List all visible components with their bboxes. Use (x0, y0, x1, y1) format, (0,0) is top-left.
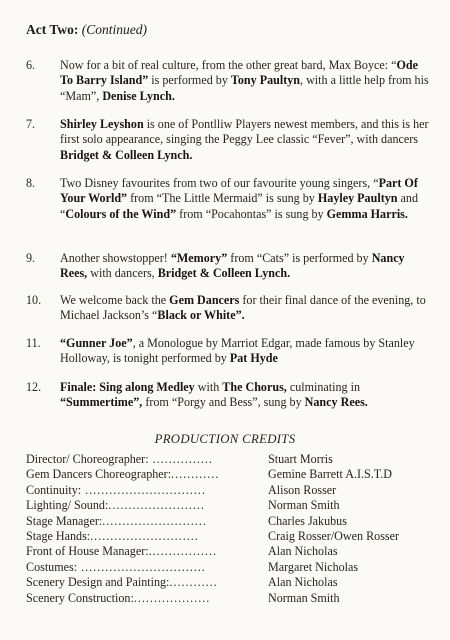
credit-name: Norman Smith (268, 498, 340, 513)
credit-role: Gem Dancers Choreographer: (26, 467, 172, 482)
credit-name: Norman Smith (268, 590, 340, 605)
section-heading (26, 22, 147, 38)
credit-name: Alan Nicholas (268, 544, 338, 559)
credit-role: Front of House Manager: (26, 544, 149, 559)
credit-name: Charles Jakubus (268, 513, 347, 528)
performer-name: Denise Lynch. (102, 88, 175, 103)
song-title: “Summertime”, (60, 395, 143, 410)
credit-role: Costumes: (26, 559, 78, 574)
credit-role: Stage Manager: (26, 513, 103, 528)
song-title: Ode To Barry Island” (60, 58, 418, 88)
performer-name: Nancy Rees, (60, 251, 405, 281)
credit-name: Gemine Barrett A.I.S.T.D (268, 467, 393, 482)
text-run: is one of Pontlliw Players newest members, and this is her first solo appearance, singing the Peggy Lee classic “Fever”, with dancers (60, 117, 429, 147)
credit-name: Alison Rosser (268, 482, 337, 497)
credit-row (26, 498, 436, 513)
text-run: with dancers, (87, 266, 158, 281)
item-text (60, 251, 432, 282)
act-title: Act Two: (26, 22, 79, 37)
song-title: Part Of Your World” (60, 176, 418, 206)
song-title: Finale: Sing along Medley (60, 380, 195, 394)
text-run: , with a little help from his “Mam”, (60, 73, 429, 103)
song-title: “Memory” (170, 251, 228, 265)
item-number: 6. (26, 58, 36, 72)
item-text (60, 380, 432, 411)
song-title: “Gunner Joe” (60, 336, 133, 350)
text-run: with (194, 380, 223, 394)
text-run: , a Monologue by Marriot Edgar, made famous by Stanley Holloway, is tonight performed by (60, 336, 415, 366)
leader-dots: ........................... (90, 528, 199, 543)
continued-label: (Continued) (81, 22, 147, 37)
credit-row (26, 514, 436, 529)
text-run: Now for a bit of real culture, from the other great bard, Max Boyce: “ (60, 58, 397, 72)
performer-name: Tony Paultyn (230, 73, 301, 88)
credit-role: Stage Hands: (26, 528, 91, 543)
text-run: culminating in (286, 380, 361, 394)
leader-dots: .......................... (102, 513, 207, 528)
credit-role: Director/ Choreographer: (26, 452, 149, 466)
text-run: from “Porgy and Bess”, sung by (142, 395, 305, 410)
performer-name: Hayley Paultyn (317, 191, 398, 206)
text-run: and “ (60, 191, 418, 221)
item-text (60, 117, 432, 163)
credit-name: Craig Rosser/Owen Rosser (268, 528, 399, 543)
leader-dots: .............................. (81, 482, 206, 497)
performer-name: The Chorus, (222, 380, 287, 394)
performer-name: Pat Hyde (229, 351, 278, 366)
song-title: Colours of the Wind” (65, 206, 177, 221)
credit-row (26, 467, 436, 482)
item-number: 11. (26, 336, 41, 350)
item-text (60, 336, 432, 367)
credit-role: Continuity: (26, 482, 82, 497)
leader-dots: ................... (133, 590, 211, 605)
performer-name: Nancy Rees. (304, 395, 368, 410)
credit-row (26, 452, 436, 467)
credit-row (26, 483, 436, 498)
item-number: 10. (26, 293, 42, 307)
credit-row (26, 529, 436, 544)
text-run: is performed by (148, 73, 231, 88)
item-text (60, 176, 432, 222)
leader-dots: ............ (171, 467, 220, 482)
credit-role: Scenery Construction: (26, 590, 134, 605)
credit-name: Stuart Morris (268, 452, 333, 466)
leader-dots: ............... (148, 452, 213, 466)
credit-name: Margaret Nicholas (268, 559, 359, 574)
credit-row (26, 544, 436, 559)
credits-title: PRODUCTION CREDITS (154, 432, 296, 446)
performer-name: Bridget & Colleen Lynch. (60, 147, 193, 162)
leader-dots: ............ (169, 575, 218, 590)
text-run: Two Disney favourites from two of our favourite young singers, “ (60, 176, 379, 190)
item-number: 12. (26, 380, 42, 394)
credits-list (26, 452, 436, 606)
item-number: 8. (26, 176, 36, 190)
credit-row (26, 560, 436, 575)
leader-dots: ............................... (77, 559, 206, 574)
item-text (60, 293, 432, 324)
credit-row (26, 591, 436, 606)
text-run: from “Cats” is performed by (227, 251, 372, 265)
item-text (60, 58, 432, 104)
song-title: Black or White”. (157, 308, 245, 323)
performer-name: Shirley Leyshon (60, 117, 144, 131)
text-run: from “Pocahontas” is sung by (176, 206, 327, 221)
text-run: We welcome back the (60, 293, 170, 307)
text-run: for their final dance of the evening, to Michael Jackson’s “ (60, 293, 426, 323)
item-number: 7. (26, 117, 36, 131)
credit-row (26, 575, 436, 590)
performer-name: Gemma Harris. (326, 206, 408, 221)
performer-name: Bridget & Colleen Lynch. (157, 266, 291, 281)
leader-dots: ........................ (108, 498, 205, 513)
credit-name: Alan Nicholas (268, 575, 338, 590)
credit-role: Lighting/ Sound: (26, 498, 109, 513)
text-run: from “The Little Mermaid” is sung by (127, 191, 318, 206)
text-run: Another showstopper! (60, 251, 171, 265)
leader-dots: ................. (148, 544, 217, 559)
credit-role: Scenery Design and Painting: (26, 575, 170, 590)
performer-name: Gem Dancers (169, 293, 240, 307)
item-number: 9. (26, 251, 36, 265)
